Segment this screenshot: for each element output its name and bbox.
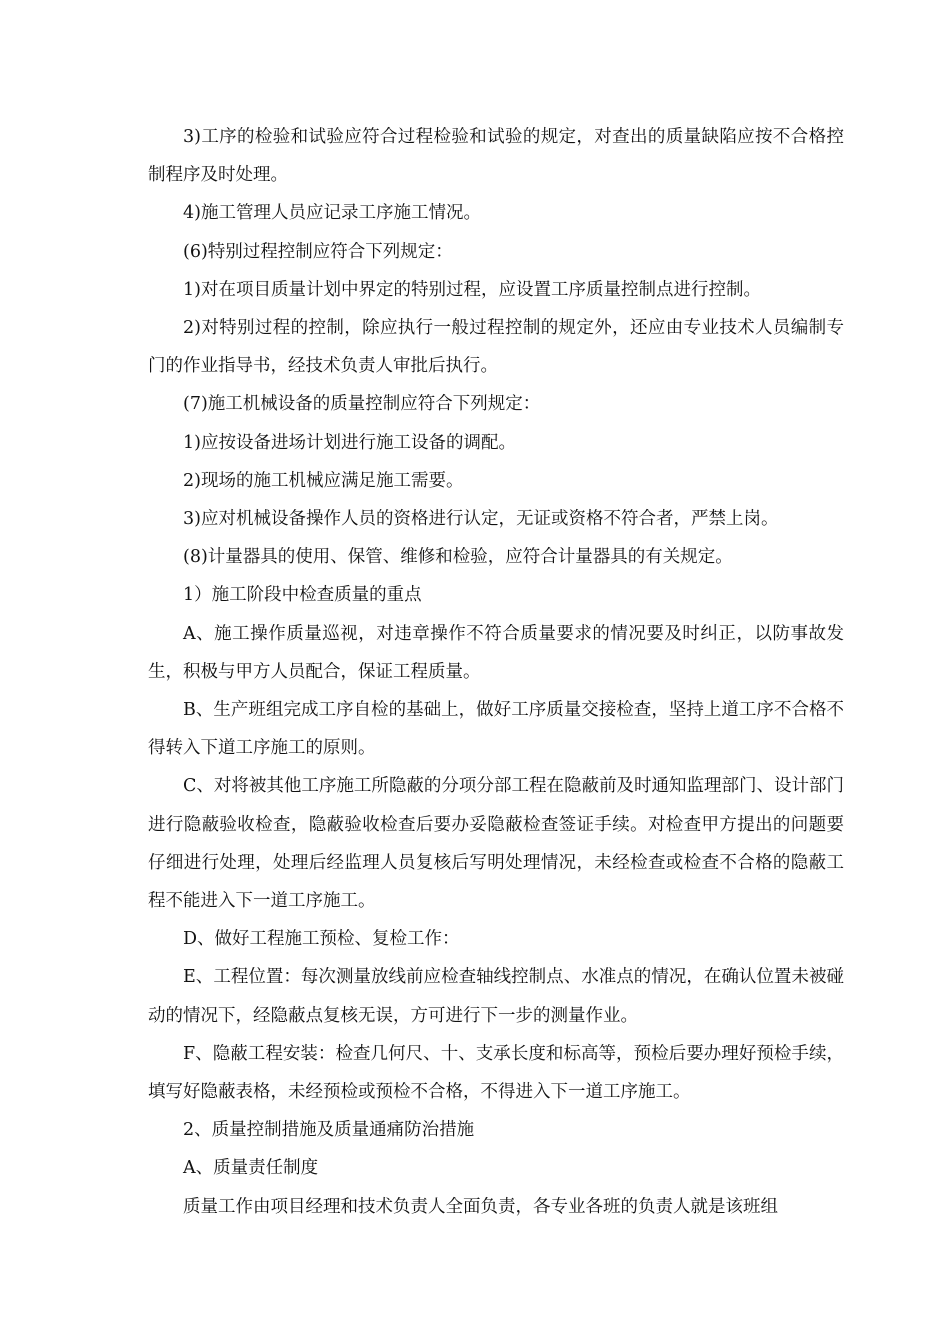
paragraph: (6)特别过程控制应符合下列规定：	[183, 241, 453, 262]
paragraph: 2)现场的施工机械应满足施工需要。	[183, 470, 464, 491]
paragraph: 3)工序的检验和试验应符合过程检验和试验的规定，对查出的质量缺陷应按不合格控制程序及时处理。	[148, 127, 844, 186]
paragraph: D、做好工程施工预检、复检工作：	[183, 929, 460, 950]
paragraph: (7)施工机械设备的质量控制应符合下列规定：	[183, 394, 541, 415]
section-heading: 1）施工阶段中检查质量的重点	[183, 585, 422, 606]
section-heading: A、质量责任制度	[183, 1158, 319, 1179]
paragraph: 4)施工管理人员应记录工序施工情况。	[183, 203, 481, 224]
paragraph: F、隐蔽工程安装：检查几何尺、十、支承长度和标高等，预检后要办理好预检手续，填写好隐蔽表格，未经预检或预检不合格，不得进入下一道工序施工。	[148, 1043, 844, 1103]
paragraph: A、施工操作质量巡视，对违章操作不符合质量要求的情况要及时纠正，以防事故发生，积极与甲方人员配合，保证工程质量。	[148, 623, 844, 682]
paragraph: 3)应对机械设备操作人员的资格进行认定，无证或资格不符合者，严禁上岗。	[183, 509, 779, 530]
paragraph: C、对将被其他工序施工所隐蔽的分项分部工程在隐蔽前及时通知监理部门、设计部门进行隐蔽验收检查，隐蔽验收检查后要办妥隐蔽检查签证手续。对检查甲方提出的问题要仔细进行处理，处理后经监理人员复核后写明处理情况，未经检查或检查不合格的隐蔽工程不能进入下一道工序施工。	[148, 776, 844, 912]
paragraph: (8)计量器具的使用、保管、维修和检验，应符合计量器具的有关规定。	[183, 547, 733, 568]
paragraph: E、工程位置：每次测量放线前应检查轴线控制点、水准点的情况，在确认位置未被碰动的情况下，经隐蔽点复核无误，方可进行下一步的测量作业。	[148, 967, 844, 1026]
paragraph: 1)对在项目质量计划中界定的特别过程，应设置工序质量控制点进行控制。	[183, 279, 761, 300]
paragraph: 2)对特别过程的控制，除应执行一般过程控制的规定外，还应由专业技术人员编制专门的作业指导书，经技术负责人审批后执行。	[148, 318, 844, 377]
section-heading: 2、质量控制措施及质量通痛防治措施	[183, 1120, 475, 1141]
paragraph: 1)应按设备进场计划进行施工设备的调配。	[183, 432, 516, 453]
paragraph: B、生产班组完成工序自检的基础上，做好工序质量交接检查，坚持上道工序不合格不得转入下道工序施工的原则。	[148, 700, 844, 759]
paragraph: 质量工作由项目经理和技术负责人全面负责，各专业各班的负责人就是该班组	[183, 1196, 778, 1217]
document-body	[148, 118, 844, 1226]
